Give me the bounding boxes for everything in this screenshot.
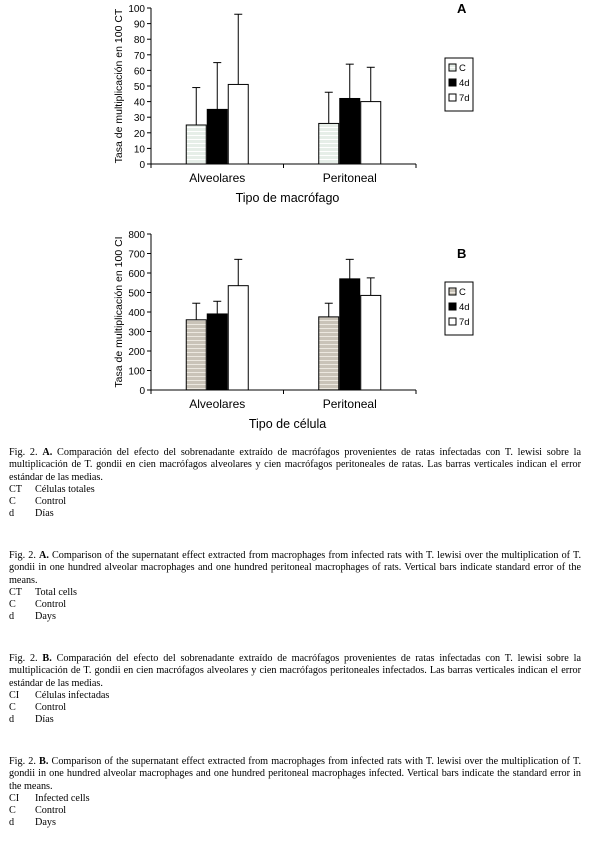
bar-C-peritoneal — [319, 123, 339, 164]
y-tick-label: 500 — [128, 288, 145, 300]
abbr-key: CI — [9, 792, 20, 804]
x-axis-title: Tipo de célula — [248, 417, 327, 431]
abbr-key: CT — [9, 483, 23, 495]
x-tick-label: Peritoneal — [322, 397, 377, 411]
panel-letter: B — [457, 246, 467, 261]
caption-a-spanish — [9, 447, 581, 521]
abbr-value: Días — [35, 508, 54, 520]
legend-label: 7d — [459, 317, 470, 328]
abbr-value: Control — [35, 496, 67, 508]
abbr-key: CT — [9, 586, 23, 598]
y-tick-label: 80 — [133, 35, 145, 47]
abbr-value: Control — [35, 599, 67, 611]
abbr-key: d — [9, 714, 15, 726]
legend-swatch-C — [449, 64, 456, 71]
abbr-row — [9, 805, 581, 817]
y-tick-label: 0 — [139, 386, 145, 397]
x-tick-label: Alveolares — [189, 397, 246, 411]
abbr-row — [9, 702, 581, 714]
abbr-value: Infected cells — [35, 792, 90, 804]
y-tick-label: 60 — [133, 66, 145, 78]
y-tick-label: 100 — [128, 4, 145, 15]
legend-label: C — [459, 63, 466, 74]
abbr-value: Days — [35, 817, 56, 829]
y-tick-label: 30 — [133, 113, 145, 125]
abbr-row — [9, 817, 581, 829]
bar-4d-peritoneal — [340, 98, 360, 164]
legend-swatch-7d — [449, 318, 456, 325]
x-tick-label: Alveolares — [189, 171, 246, 185]
legend-label: C — [459, 287, 466, 298]
y-axis-title: Tasa de multiplicación en 100 CI — [113, 236, 125, 388]
abbr-row — [9, 508, 581, 520]
abbr-row — [9, 611, 581, 623]
legend-label: 7d — [459, 93, 470, 104]
caption-a-es-body: Fig. 2. A. Comparación del efecto del sobrenadante extraído de macrófagos provenientes de ratas infectadas con T. lewisi sobre la multiplicación de T. gondii en cien macrófagos alveolares y cien macrófagos peritoneales de ratas. Las barras verticales indican el error estándar de las medias. — [9, 447, 581, 483]
y-tick-label: 600 — [128, 269, 145, 280]
bar-4d-alveolares — [207, 109, 227, 164]
y-tick-label: 0 — [139, 160, 145, 171]
chart-a — [0, 0, 589, 220]
abbr-key: C — [9, 805, 16, 817]
abbr-value: Total cells — [35, 586, 78, 598]
abbr-key: d — [9, 611, 15, 623]
caption-b-spanish — [9, 653, 581, 727]
legend-swatch-4d — [449, 303, 456, 310]
abbr-key: C — [9, 496, 16, 508]
y-tick-label: 70 — [133, 50, 145, 62]
abbr-value: Células infectadas — [35, 689, 110, 701]
caption-a-english — [9, 550, 581, 624]
y-tick-label: 200 — [128, 347, 145, 358]
bar-C-alveolares — [186, 125, 206, 164]
bar-C-alveolares — [186, 320, 206, 390]
abbr-key: C — [9, 599, 16, 611]
y-tick-label: 40 — [133, 97, 145, 109]
bar-C-peritoneal — [319, 317, 339, 390]
abbr-key: d — [9, 817, 15, 829]
y-tick-label: 20 — [133, 128, 145, 140]
x-axis-title: Tipo de macrófago — [235, 191, 340, 205]
y-tick-label: 90 — [133, 19, 145, 31]
legend-swatch-4d — [449, 79, 456, 86]
abbr-row — [9, 587, 581, 599]
abbr-value: Control — [35, 702, 67, 714]
abbr-row — [9, 690, 581, 702]
abbr-row — [9, 599, 581, 611]
caption-b-es-body: Fig. 2. B. Comparación del efecto del sobrenadante extraído de macrófagos provenientes de ratas infectadas con T. lewisi sobre la multiplicación de T. gondii en cien macrófagos alveolares y cien macrófagos peritoneales infectados. Las barras verticales indican el error estándar de las medias. — [9, 653, 581, 689]
legend-label: 4d — [459, 78, 470, 89]
y-axis-title: Tasa de multiplicación en 100 CT — [113, 8, 125, 164]
caption-b-english — [9, 756, 581, 830]
abbr-row — [9, 496, 581, 508]
abbr-row — [9, 714, 581, 726]
abbr-list — [9, 484, 581, 521]
abbr-key: d — [9, 508, 15, 520]
y-tick-label: 800 — [128, 230, 145, 241]
bar-7d-peritoneal — [361, 102, 381, 164]
abbr-value: Days — [35, 611, 56, 623]
abbr-value: Días — [35, 714, 54, 726]
abbr-list — [9, 690, 581, 727]
chart-b — [0, 225, 589, 445]
bar-7d-alveolares — [228, 84, 248, 164]
caption-a-en-body: Fig. 2. A. Comparison of the supernatant effect extracted from macrophages from infected rats with T. lewisi over the multiplication of T. gondii in one hundred alveolar macrophages and one hundred peritoneal macrophages of rats. Vertical bars indicate standard error of the means. — [9, 550, 581, 586]
y-tick-label: 700 — [128, 249, 145, 261]
abbr-row — [9, 484, 581, 496]
abbr-row — [9, 793, 581, 805]
abbr-value: Control — [35, 805, 67, 817]
bar-4d-peritoneal — [340, 279, 360, 390]
abbr-key: CI — [9, 689, 20, 701]
legend-label: 4d — [459, 302, 470, 313]
bar-7d-alveolares — [228, 286, 248, 390]
caption-b-en-body: Fig. 2. B. Comparison of the supernatant effect extracted from macrophages from infected rats with T. lewisi over the multiplication of T. gondii in one hundred alveolar macrophages and one hundred peritoneal macrophages infected. Vertical bars indicate the standard error in the means. — [9, 756, 581, 792]
abbr-value: Células totales — [35, 483, 95, 495]
bar-7d-peritoneal — [361, 295, 381, 390]
y-tick-label: 10 — [133, 144, 145, 156]
y-tick-label: 100 — [128, 366, 145, 378]
abbr-list — [9, 793, 581, 830]
y-tick-label: 400 — [128, 308, 145, 319]
abbr-list — [9, 587, 581, 624]
y-tick-label: 50 — [133, 82, 145, 93]
panel-letter: A — [457, 1, 467, 16]
abbr-key: C — [9, 702, 16, 714]
y-tick-label: 300 — [128, 327, 145, 339]
legend-swatch-C — [449, 288, 456, 295]
bar-4d-alveolares — [207, 314, 227, 390]
legend-swatch-7d — [449, 94, 456, 101]
x-tick-label: Peritoneal — [322, 171, 377, 185]
